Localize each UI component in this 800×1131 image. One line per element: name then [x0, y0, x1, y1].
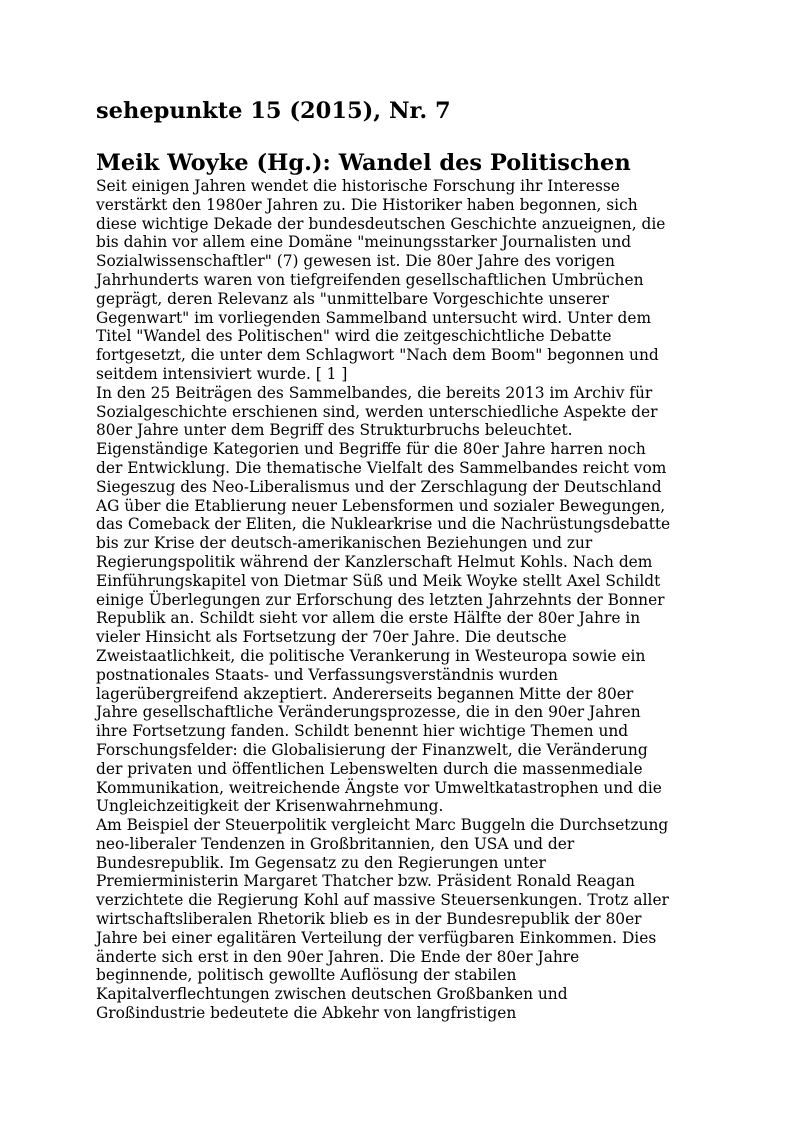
- body-line: bis zur Krise der deutsch-amerikanischen Beziehungen und zur: [96, 534, 593, 553]
- body-line: Titel "Wandel des Politischen" wird die zeitgeschichtliche Debatte: [96, 327, 612, 346]
- body-line: 80er Jahre unter dem Begriff des Strukturbruchs beleuchtet.: [96, 421, 573, 440]
- body-line: postnationales Staats- und Verfassungsverständnis wurden: [96, 665, 558, 684]
- body-line: Kapitalverflechtungen zwischen deutschen Großbanken und: [96, 985, 568, 1004]
- body-line: Eigenständige Kategorien und Begriffe für die 80er Jahre harren noch: [96, 440, 646, 459]
- body-line: Sozialgeschichte erschienen sind, werden unterschiedliche Aspekte der: [96, 402, 658, 421]
- body-line: einige Überlegungen zur Erforschung des letzten Jahrzehnts der Bonner: [96, 590, 665, 609]
- body-line: lagerübergreifend akzeptiert. Andererseits begannen Mitte der 80er: [96, 684, 634, 703]
- body-line: wirtschaftsliberalen Rhetorik blieb es in der Bundesrepublik der 80er: [96, 910, 642, 929]
- body-line: Zweistaatlichkeit, die politische Verankerung in Westeuropa sowie ein: [96, 646, 646, 665]
- body-line: Jahre bei einer egalitären Verteilung der verfügbaren Einkommen. Dies: [96, 928, 657, 947]
- body-line: Einführungskapitel von Dietmar Süß und Meik Woyke stellt Axel Schildt: [96, 571, 661, 590]
- body-line: ihre Fortsetzung fanden. Schildt benennt hier wichtige Themen und: [96, 722, 629, 741]
- body-line: Republik an. Schildt sieht vor allem die erste Hälfte der 80er Jahre in: [96, 609, 641, 628]
- body-line: der privaten und öffentlichen Lebenswelten durch die massenmediale: [96, 759, 643, 778]
- body-line: Sozialwissenschaftler" (7) gewesen ist. Die 80er Jahre des vorigen: [96, 252, 615, 271]
- body-line: Gegenwart" im vorliegenden Sammelband untersucht wird. Unter dem: [96, 308, 652, 327]
- body-line: der Entwicklung. Die thematische Vielfalt des Sammelbandes reicht vom: [96, 458, 667, 477]
- body-line: Jahrhunderts waren von tiefgreifenden gesellschaftlichen Umbrüchen: [96, 270, 644, 289]
- body-line: Premierministerin Margaret Thatcher bzw. Präsident Ronald Reagan: [96, 872, 635, 891]
- journal-issue-line: sehepunkte 15 (2015), Nr. 7: [96, 98, 451, 124]
- body-line: In den 25 Beiträgen des Sammelbandes, die bereits 2013 im Archiv für: [96, 383, 653, 402]
- body-line: fortgesetzt, die unter dem Schlagwort "Nach dem Boom" begonnen und: [96, 346, 659, 365]
- review-title: Meik Woyke (Hg.): Wandel des Politischen: [96, 150, 631, 176]
- body-line: Seit einigen Jahren wendet die historische Forschung ihr Interesse: [96, 177, 620, 195]
- body-line: Am Beispiel der Steuerpolitik vergleicht Marc Buggeln die Durchsetzung: [96, 816, 669, 835]
- body-line: Bundesrepublik. Im Gegensatz zu den Regierungen unter: [96, 853, 546, 872]
- body-line: Forschungsfelder: die Globalisierung der Finanzwelt, die Veränderung: [96, 740, 648, 759]
- body-line: Kommunikation, weitreichende Ängste vor Umweltkatastrophen und die: [96, 778, 662, 797]
- body-line: beginnende, politisch gewollte Auflösung der stabilen: [96, 966, 517, 985]
- body-line: geprägt, deren Relevanz als "unmittelbare Vorgeschichte unserer: [96, 289, 610, 308]
- body-line: Großindustrie bedeutete die Abkehr von langfristigen: [96, 1004, 517, 1023]
- body-line: seitdem intensiviert wurde. [ 1 ]: [96, 364, 348, 383]
- body-line: Regierungspolitik während der Kanzlerschaft Helmut Kohls. Nach dem: [96, 552, 653, 571]
- body-line: Siegeszug des Neo-Liberalismus und der Zerschlagung der Deutschland: [96, 477, 662, 496]
- body-line: Ungleichzeitigkeit der Krisenwahrnehmung.: [96, 797, 444, 816]
- body-line: neo-liberaler Tendenzen in Großbritannien, den USA und der: [96, 834, 575, 853]
- body-line: vieler Hinsicht als Fortsetzung der 70er Jahre. Die deutsche: [96, 628, 567, 647]
- body-line: änderte sich erst in den 90er Jahren. Die Ende der 80er Jahre: [96, 947, 580, 966]
- body-line: Jahre gesellschaftliche Veränderungsprozesse, die in den 90er Jahren: [96, 703, 641, 722]
- review-body: [96, 177, 716, 1023]
- body-line: AG über die Etablierung neuer Lebensformen und sozialer Bewegungen,: [96, 496, 666, 515]
- body-line: verzichtete die Regierung Kohl auf massive Steuersenkungen. Trotz aller: [96, 891, 669, 910]
- body-line: bis dahin vor allem eine Domäne "meinungsstarker Journalisten und: [96, 233, 632, 252]
- body-line: verstärkt den 1980er Jahren zu. Die Historiker haben begonnen, sich: [96, 195, 638, 214]
- document-page: [96, 96, 716, 1023]
- body-line: das Comeback der Eliten, die Nuklearkrise und die Nachrüstungsdebatte: [96, 515, 671, 534]
- body-line: diese wichtige Dekade der bundesdeutschen Geschichte anzueignen, die: [96, 214, 666, 233]
